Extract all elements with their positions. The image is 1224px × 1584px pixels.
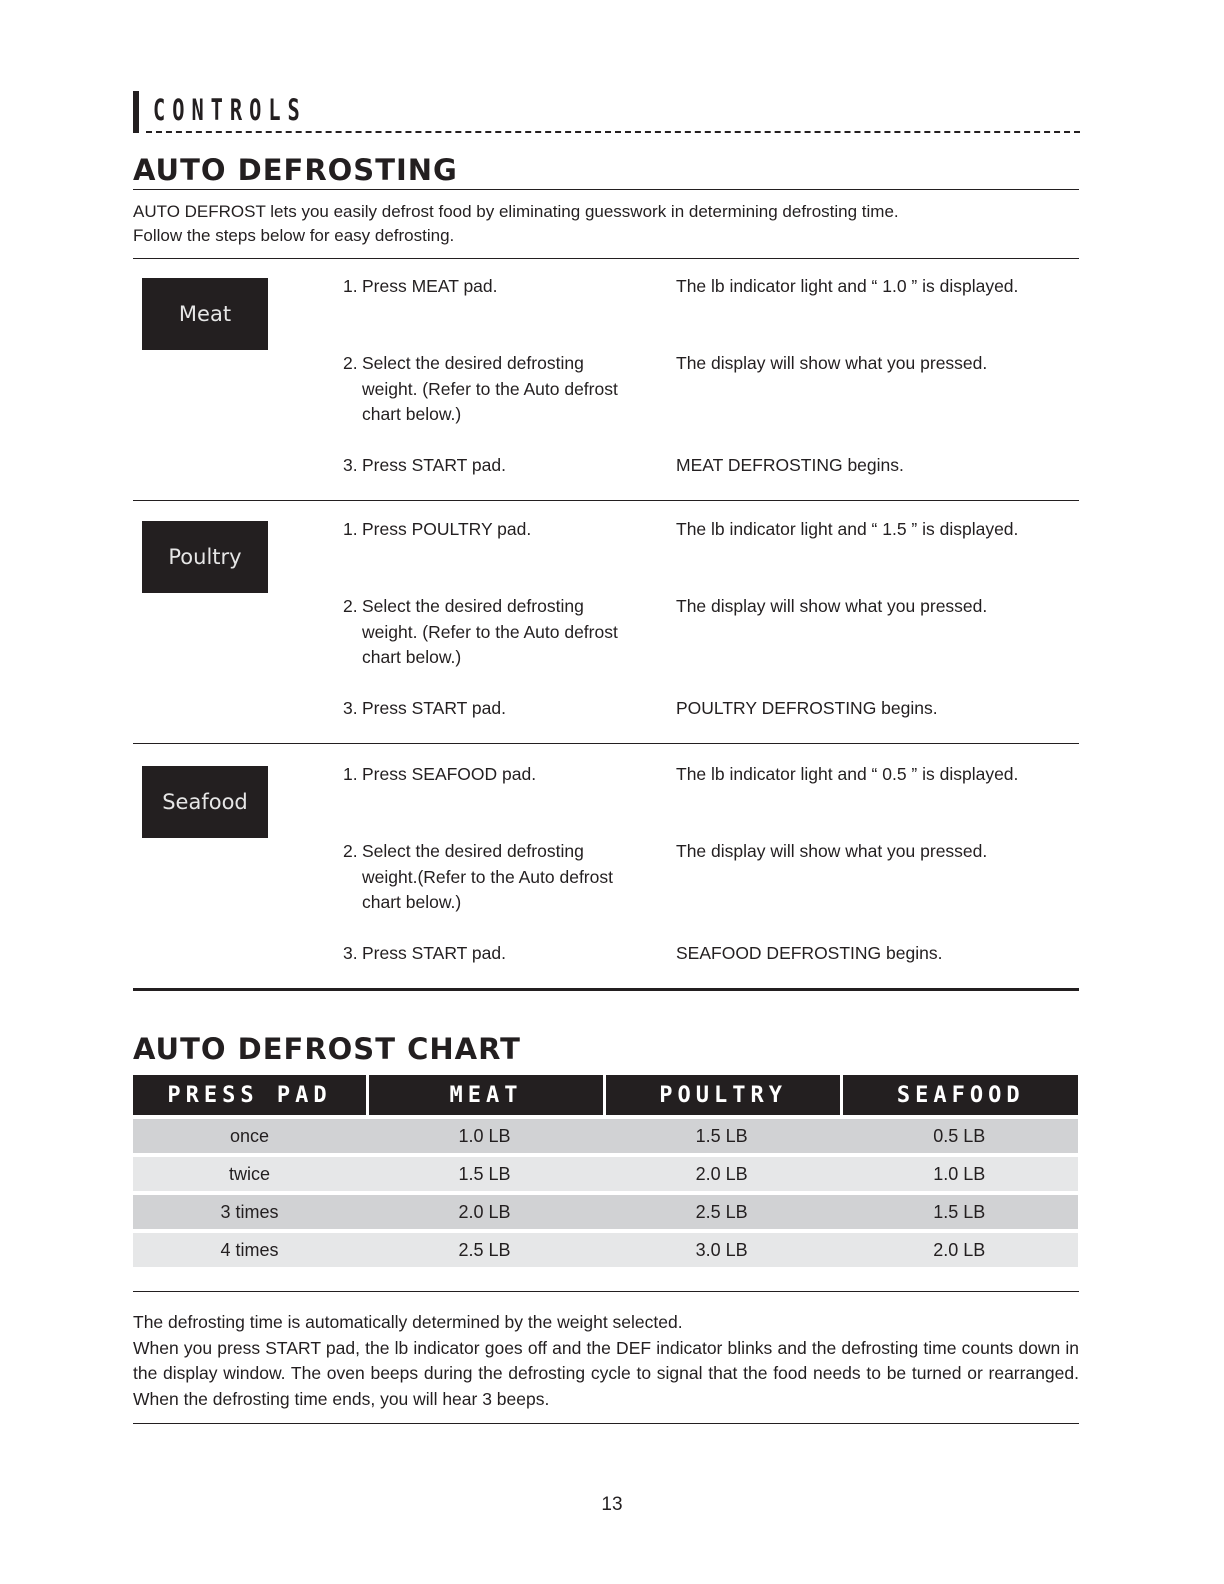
defrost-note — [133, 1310, 1079, 1412]
auto-defrost-chart-table — [133, 1075, 1078, 1267]
poultry-result-3: POULTRY DEFROSTING begins. — [676, 698, 938, 718]
table-cell: 2.0 LB — [366, 1191, 603, 1229]
table-cell: 4 times — [133, 1229, 366, 1267]
header-seafood: SEAFOOD — [840, 1075, 1078, 1115]
header-meat: MEAT — [366, 1075, 603, 1115]
section-marker — [133, 91, 139, 133]
intro-text — [133, 200, 899, 248]
table-row — [133, 1115, 1078, 1153]
seafood-step-3: 3. Press START pad. — [343, 943, 506, 963]
seafood-step-1: 1. Press SEAFOOD pad. — [343, 764, 537, 784]
table-row — [133, 1191, 1078, 1229]
auto-defrost-chart-heading: AUTO DEFROST CHART — [133, 1032, 521, 1066]
divider — [133, 258, 1079, 259]
table-header-row — [133, 1075, 1078, 1115]
table-cell: 3.0 LB — [603, 1229, 841, 1267]
poultry-step-2: 2. Select the desired defrosting weight. (Refer to the Auto defrost chart below.) — [343, 596, 618, 667]
seafood-result-3: SEAFOOD DEFROSTING begins. — [676, 943, 943, 963]
table-cell: 0.5 LB — [840, 1115, 1078, 1153]
section-dashed-rule — [146, 131, 1080, 133]
seafood-pad-button: Seafood — [142, 766, 268, 838]
table-cell: 1.0 LB — [840, 1153, 1078, 1191]
table-cell: 3 times — [133, 1191, 366, 1229]
poultry-step-3: 3. Press START pad. — [343, 698, 506, 718]
divider — [133, 743, 1079, 744]
meat-step-3: 3. Press START pad. — [343, 455, 506, 475]
meat-step-1: 1. Press MEAT pad. — [343, 276, 498, 296]
table-cell: 1.5 LB — [603, 1115, 841, 1153]
seafood-result-1: The lb indicator light and “ 0.5 ” is displayed. — [676, 764, 1019, 784]
divider — [133, 1423, 1079, 1424]
intro-line-2: Follow the steps below for easy defrosting. — [133, 226, 455, 245]
table-cell: 2.0 LB — [603, 1153, 841, 1191]
divider — [133, 500, 1079, 501]
divider — [133, 988, 1079, 991]
header-press-pad: PRESS PAD — [133, 1075, 366, 1115]
table-cell: 2.5 LB — [366, 1229, 603, 1267]
table-cell: 1.5 LB — [840, 1191, 1078, 1229]
page-number: 13 — [601, 1494, 623, 1515]
header-poultry: POULTRY — [603, 1075, 841, 1115]
auto-defrosting-heading: AUTO DEFROSTING — [133, 153, 458, 187]
table-cell: 2.5 LB — [603, 1191, 841, 1229]
table-cell: 1.5 LB — [366, 1153, 603, 1191]
meat-result-2: The display will show what you pressed. — [676, 353, 988, 373]
meat-result-1: The lb indicator light and “ 1.0 ” is displayed. — [676, 276, 1019, 296]
note-paragraph: When you press START pad, the lb indicator goes off and the DEF indicator blinks and the defrosting time counts down in the display window. The oven beeps during the defrosting cycle to signal that the food needs to be turned or rearranged. When the defrosting time ends, you will hear 3 beeps. — [133, 1337, 1079, 1409]
table-row — [133, 1153, 1078, 1191]
seafood-step-2: 2. Select the desired defrosting weight.(Refer to the Auto defrost chart below.) — [343, 841, 613, 912]
section-title: CONTROLS — [153, 93, 307, 127]
poultry-step-1: 1. Press POULTRY pad. — [343, 519, 532, 539]
intro-line-1: AUTO DEFROST lets you easily defrost food by eliminating guesswork in determining defrosting time. — [133, 202, 899, 221]
poultry-result-1: The lb indicator light and “ 1.5 ” is displayed. — [676, 519, 1019, 539]
table-cell: 1.0 LB — [366, 1115, 603, 1153]
poultry-pad-button: Poultry — [142, 521, 268, 593]
seafood-result-2: The display will show what you pressed. — [676, 841, 988, 861]
divider — [133, 1291, 1079, 1292]
poultry-result-2: The display will show what you pressed. — [676, 596, 988, 616]
heading-rule — [133, 189, 1079, 190]
meat-pad-button: Meat — [142, 278, 268, 350]
meat-step-2: 2. Select the desired defrosting weight. (Refer to the Auto defrost chart below.) — [343, 353, 618, 424]
table-cell: 2.0 LB — [840, 1229, 1078, 1267]
note-line-1: The defrosting time is automatically determined by the weight selected. — [133, 1312, 683, 1332]
table-cell: twice — [133, 1153, 366, 1191]
table-cell: once — [133, 1115, 366, 1153]
meat-result-3: MEAT DEFROSTING begins. — [676, 455, 904, 475]
table-row — [133, 1229, 1078, 1267]
